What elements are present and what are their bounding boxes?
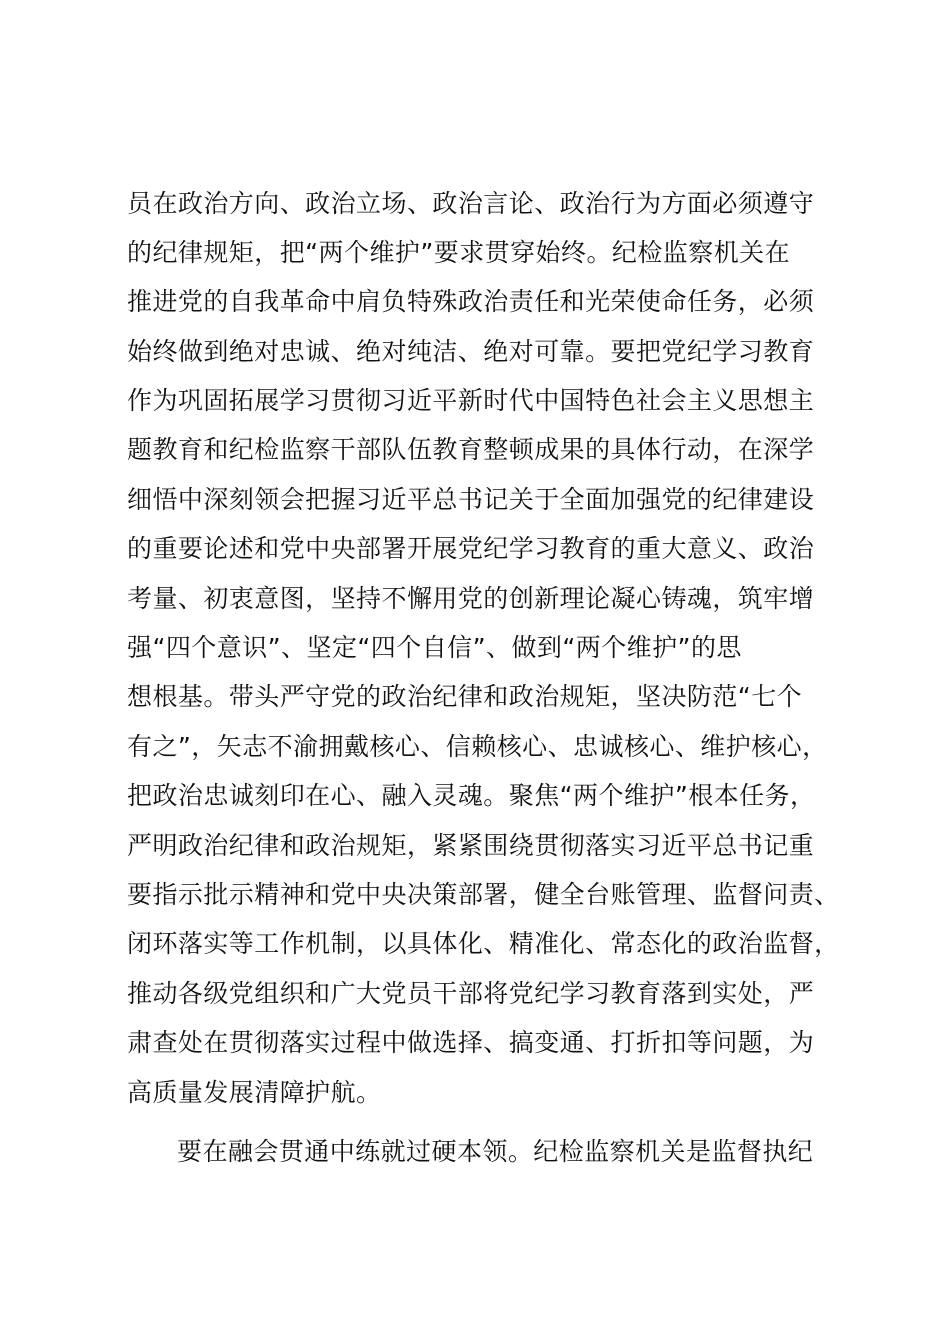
body-text-line: 闭环落实等工作机制，以具体化、精准化、常态化的政治监督， bbox=[127, 929, 840, 958]
body-text-line: 强“四个意识”、坚定“四个自信”、做到“两个维护”的思 bbox=[127, 633, 742, 662]
body-text-line: 推进党的自我革命中肩负特殊政治责任和光荣使命任务，必须 bbox=[127, 287, 815, 316]
body-text-line: 员在政治方向、政治立场、政治言论、政治行为方面必须遵守 bbox=[127, 189, 815, 218]
body-text-line: 严明政治纪律和政治规矩，紧紧围绕贯彻落实习近平总书记重 bbox=[127, 831, 815, 860]
paragraph-first-line: 要在融会贯通中练就过硬本领。纪检监察机关是监督执纪 bbox=[177, 1137, 814, 1166]
body-text-line: 始终做到绝对忠诚、绝对纯洁、绝对可靠。要把党纪学习教育 bbox=[127, 337, 815, 366]
body-text-line: 作为巩固拓展学习贯彻习近平新时代中国特色社会主义思想主 bbox=[127, 386, 815, 415]
body-text-line: 推动各级党组织和广大党员干部将党纪学习教育落到实处，严 bbox=[127, 979, 815, 1008]
body-text-line: 肃查处在贯彻落实过程中做选择、搞变通、打折扣等问题，为 bbox=[127, 1028, 815, 1057]
body-text-line: 题教育和纪检监察干部队伍教育整顿成果的具体行动，在深学 bbox=[127, 435, 815, 464]
body-text-line: 想根基。带头严守党的政治纪律和政治规矩，坚决防范“七个 bbox=[127, 682, 803, 711]
body-text-line: 要指示批示精神和党中央决策部署，健全台账管理、监督问责、 bbox=[127, 880, 840, 909]
body-text-line: 高质量发展清障护航。 bbox=[127, 1078, 382, 1107]
body-text-line: 把政治忠诚刻印在心、融入灵魂。聚焦“两个维护”根本任务， bbox=[127, 781, 816, 810]
body-text-line: 考量、初衷意图，坚持不懈用党的创新理论凝心铸魂，筑牢增 bbox=[127, 584, 815, 613]
body-text-line: 的重要论述和党中央部署开展党纪学习教育的重大意义、政治 bbox=[127, 534, 815, 563]
body-text-line: 有之”，矢志不渝拥戴核心、信赖核心、忠诚核心、维护核心， bbox=[127, 732, 828, 761]
body-text-line: 细悟中深刻领会把握习近平总书记关于全面加强党的纪律建设 bbox=[127, 485, 815, 514]
body-text-line: 的纪律规矩，把“两个维护”要求贯穿始终。纪检监察机关在 bbox=[127, 238, 791, 267]
